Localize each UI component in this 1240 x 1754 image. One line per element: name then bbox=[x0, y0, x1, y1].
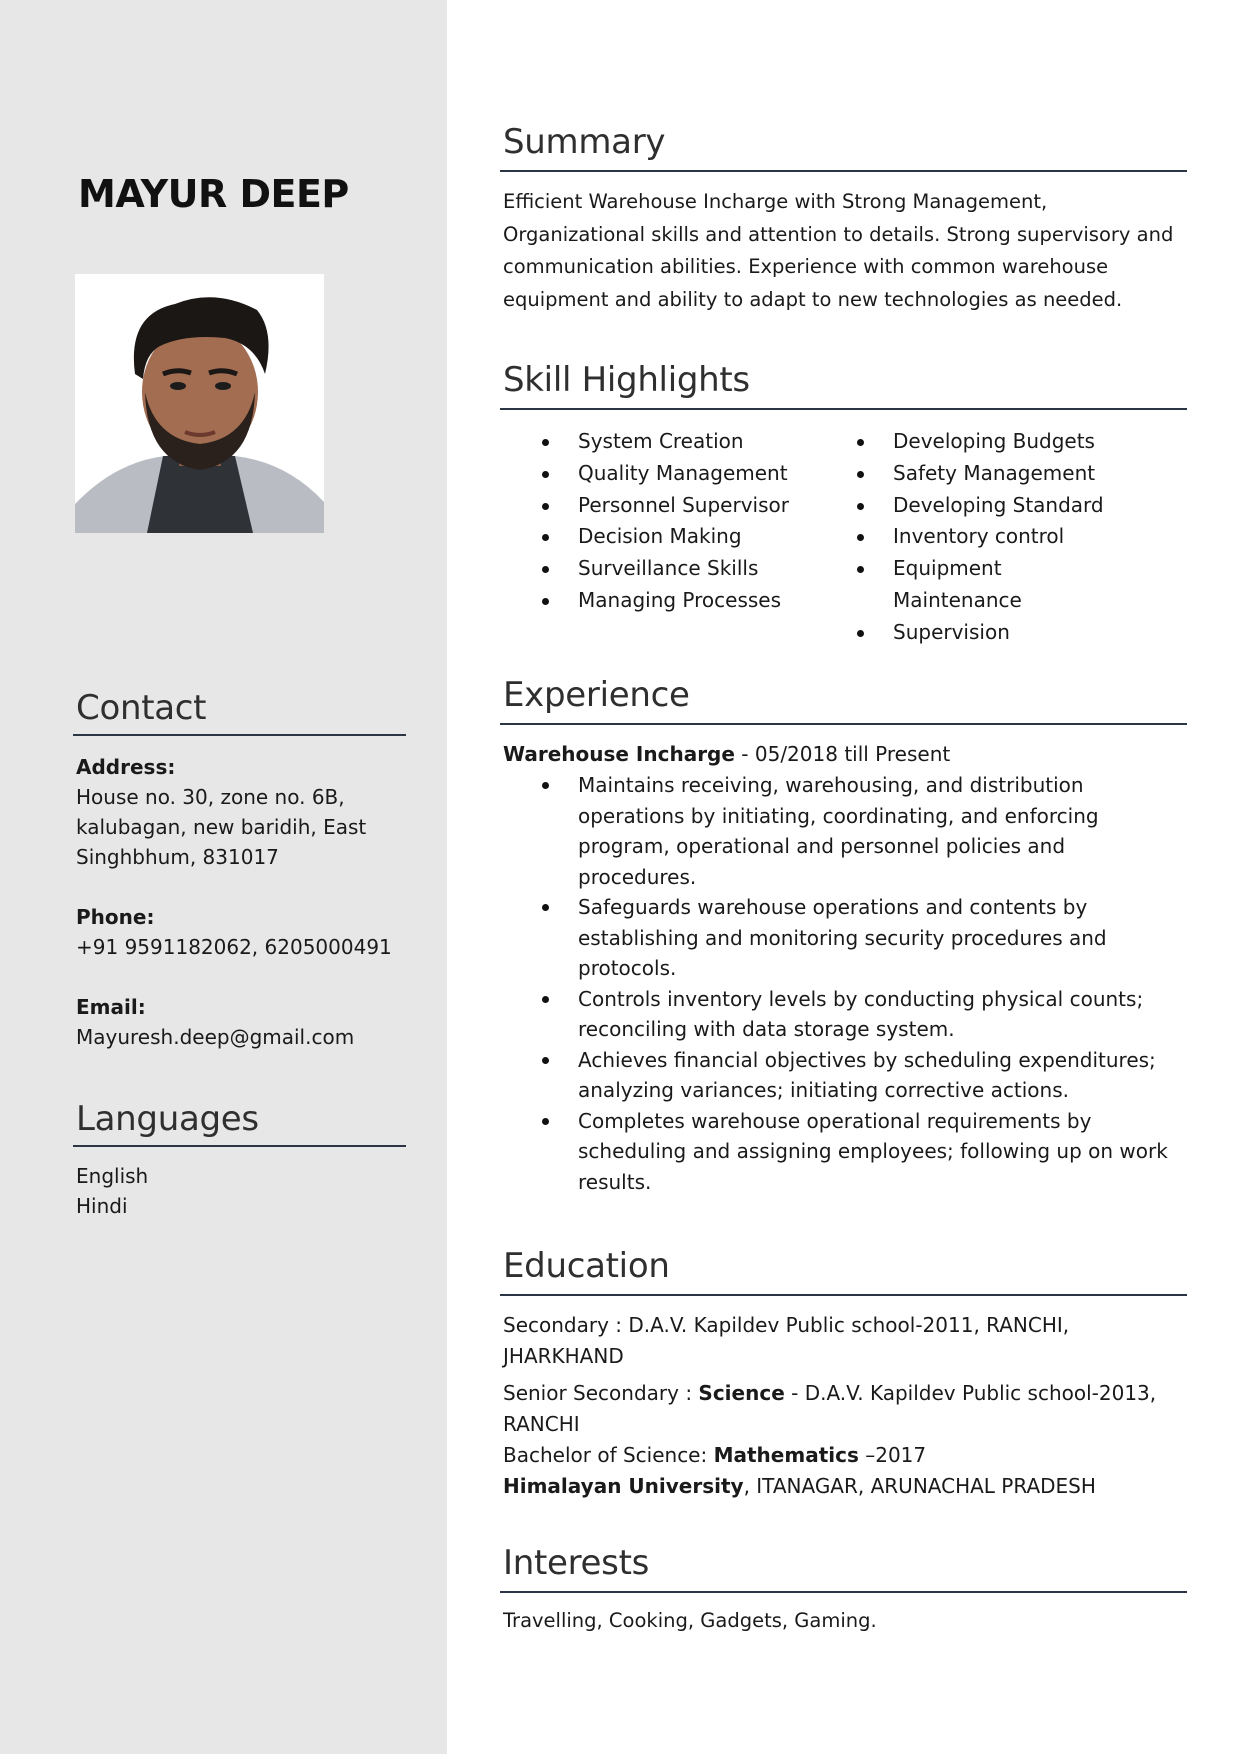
duty-item: Controls inventory levels by conducting physical counts; reconciling with data storage system. bbox=[503, 984, 1187, 1045]
senior-subject: Science bbox=[698, 1381, 785, 1405]
contact-title: Contact bbox=[76, 688, 207, 728]
languages-section bbox=[76, 1099, 406, 1221]
duty-item: Maintains receiving, warehousing, and distribution operations by initiating, coordinating, and enforcing program, operational and personnel policies and procedures. bbox=[503, 770, 1187, 892]
contact-section bbox=[76, 688, 406, 1052]
skill-item: Inventory control bbox=[818, 521, 1133, 553]
education-title: Education bbox=[503, 1246, 670, 1286]
education-secondary: Secondary : D.A.V. Kapildev Public school-2011, RANCHI, JHARKHAND bbox=[503, 1313, 1070, 1368]
email-label: Email: bbox=[76, 995, 146, 1019]
skills-section bbox=[503, 360, 1187, 649]
phone-value: +91 9591182062, 6205000491 bbox=[76, 935, 392, 959]
skill-item: Safety Management bbox=[818, 458, 1133, 490]
bachelor-year: –2017 bbox=[858, 1443, 927, 1467]
skill-item: Quality Management bbox=[503, 458, 818, 490]
summary-title: Summary bbox=[503, 122, 666, 162]
skills-list bbox=[503, 426, 1187, 649]
skill-item: Decision Making bbox=[503, 521, 818, 553]
skills-column-right bbox=[818, 426, 1133, 649]
bachelor-prefix: Bachelor of Science: bbox=[503, 1443, 714, 1467]
address-line-2: kalubagan, new baridih, East bbox=[76, 815, 367, 839]
education-senior-secondary bbox=[503, 1378, 1187, 1440]
duty-item: Achieves financial objectives by scheduling expenditures; analyzing variances; initiating corrective actions. bbox=[503, 1045, 1187, 1106]
experience-section bbox=[503, 675, 1187, 1197]
duty-item: Completes warehouse operational requirements by scheduling and assigning employees; following up on work results. bbox=[503, 1106, 1187, 1198]
senior-prefix: Senior Secondary : bbox=[503, 1381, 699, 1405]
interests-text: Travelling, Cooking, Gadgets, Gaming. bbox=[503, 1609, 877, 1632]
summary-section bbox=[503, 122, 1187, 316]
skill-item: Surveillance Skills bbox=[503, 553, 818, 585]
skill-item: Developing Standard bbox=[818, 490, 1133, 522]
skill-item: Equipment Maintenance bbox=[818, 553, 1133, 617]
education-section bbox=[503, 1246, 1187, 1502]
interests-divider bbox=[500, 1591, 1187, 1593]
summary-text: Efficient Warehouse Incharge with Strong Management, Organizational skills and attention to details. Strong supervisory and communication abilities. Experience with common warehouse equipment and ability to adapt to new technologies as needed. bbox=[503, 190, 1174, 311]
phone-label: Phone: bbox=[76, 905, 155, 929]
language-item: Hindi bbox=[76, 1194, 128, 1218]
candidate-name: MAYUR DEEP bbox=[78, 172, 349, 216]
summary-divider bbox=[500, 170, 1187, 172]
interests-section bbox=[503, 1543, 1187, 1638]
duty-item: Safeguards warehouse operations and contents by establishing and monitoring security procedures and protocols. bbox=[503, 892, 1187, 984]
education-university bbox=[503, 1471, 1187, 1502]
languages-title: Languages bbox=[76, 1099, 259, 1139]
skill-item: Managing Processes bbox=[503, 585, 818, 617]
skills-column-left bbox=[503, 426, 818, 649]
profile-photo bbox=[75, 274, 324, 533]
duties-list bbox=[503, 770, 1187, 1197]
education-divider bbox=[500, 1294, 1187, 1296]
senior-rest: - D.A.V. Kapildev Public school-2013, RANCHI bbox=[503, 1381, 1157, 1436]
skill-item: Developing Budgets bbox=[818, 426, 1133, 458]
experience-divider bbox=[500, 723, 1187, 725]
address-label: Address: bbox=[76, 755, 176, 779]
university-location: , ITANAGAR, ARUNACHAL PRADESH bbox=[743, 1474, 1096, 1498]
job-heading bbox=[503, 739, 1187, 770]
education-bachelor bbox=[503, 1440, 1187, 1471]
skills-title: Skill Highlights bbox=[503, 360, 750, 400]
skill-item: Supervision bbox=[818, 617, 1133, 649]
language-item: English bbox=[76, 1164, 149, 1188]
university-name: Himalayan University bbox=[503, 1474, 744, 1498]
skill-item: Personnel Supervisor bbox=[503, 490, 818, 522]
experience-title: Experience bbox=[503, 675, 690, 715]
languages-divider bbox=[73, 1145, 406, 1147]
email-value[interactable]: Mayuresh.deep@gmail.com bbox=[76, 1025, 355, 1049]
skill-item: System Creation bbox=[503, 426, 818, 458]
skills-divider bbox=[500, 408, 1187, 410]
job-period: - 05/2018 till Present bbox=[734, 742, 951, 766]
address-line-3: Singhbhum, 831017 bbox=[76, 845, 279, 869]
address-line-1: House no. 30, zone no. 6B, bbox=[76, 785, 345, 809]
job-role: Warehouse Incharge bbox=[503, 742, 735, 766]
interests-title: Interests bbox=[503, 1543, 650, 1583]
bachelor-subject: Mathematics bbox=[713, 1443, 859, 1467]
contact-divider bbox=[73, 734, 406, 736]
